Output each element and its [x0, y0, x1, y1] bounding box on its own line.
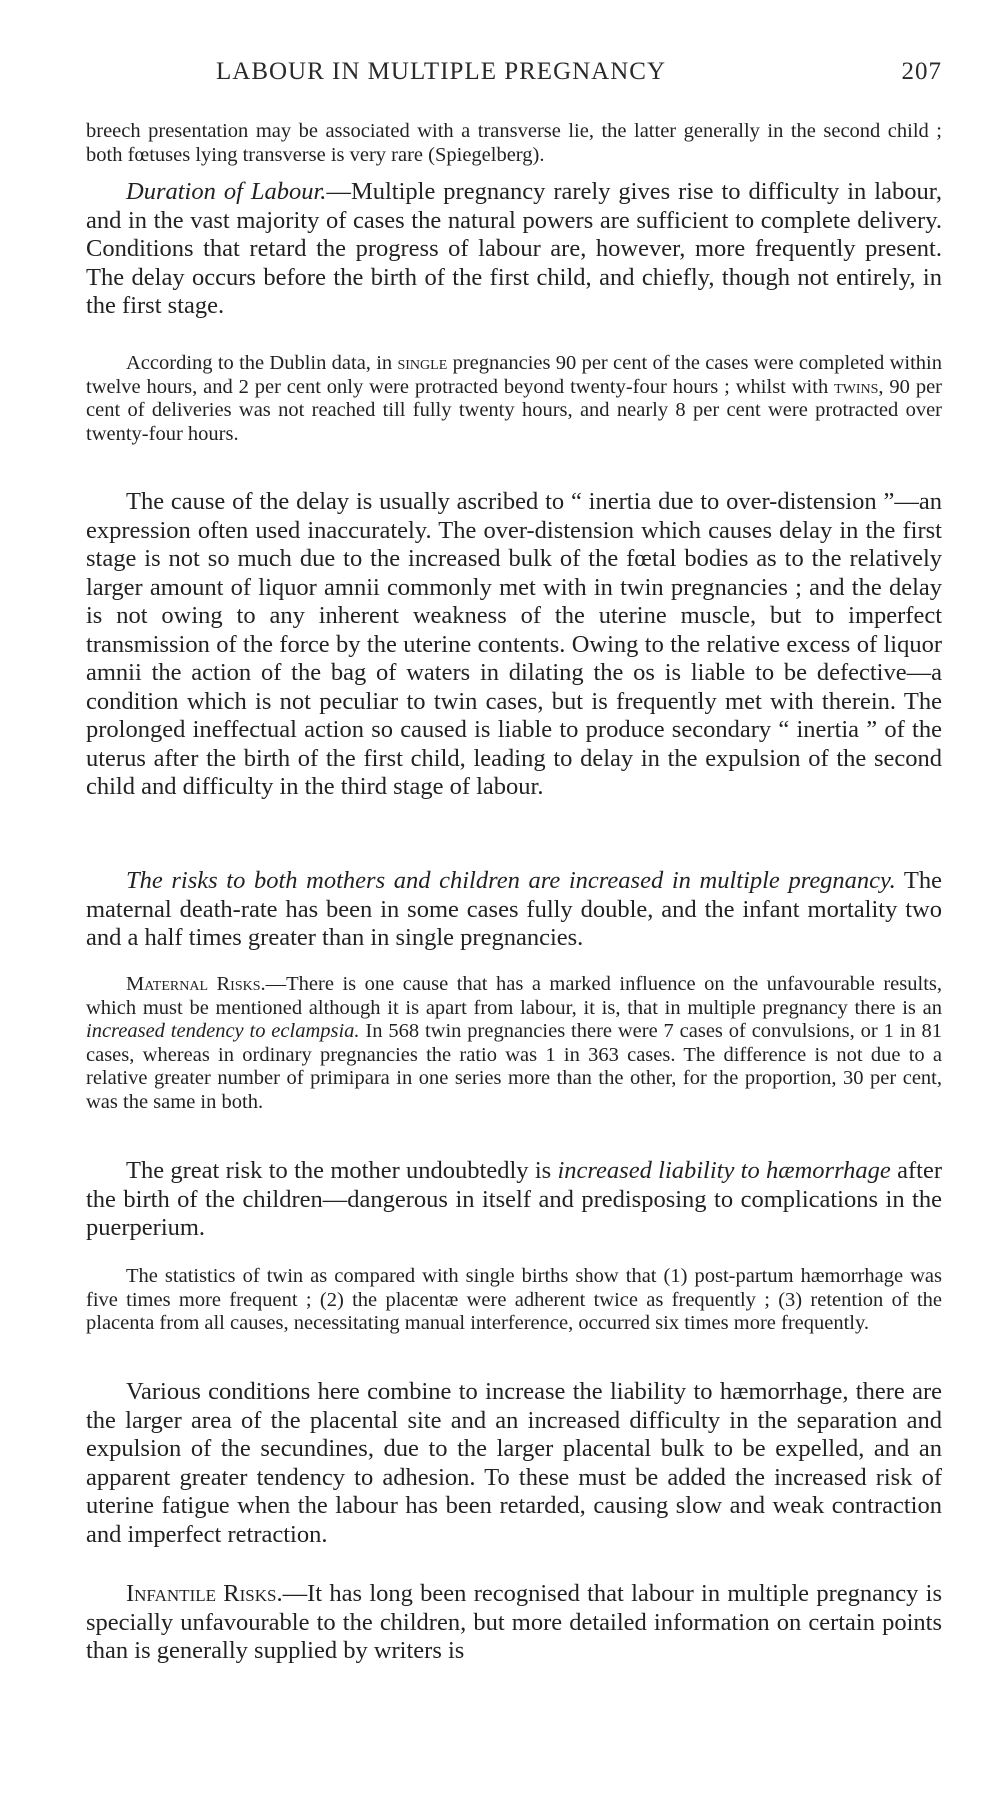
paragraph-breech-continuation: breech presentation may be associated with a transverse lie, the latter generally in the second child ; both fœtuses lying transverse is very rare (Spiegelberg).	[86, 120, 942, 166]
paragraph-dublin-data: According to the Dublin data, in single pregnancies 90 per cent of the cases were completed within twelve hours, and 2 per cent only were protracted beyond twenty-four hours ; whilst with twins, 90 per cent of deliveries was not reached till fully twenty hours, and nearly 8 per cent were protracted over twenty-four hours.	[86, 352, 942, 445]
page-number: 207	[901, 58, 942, 85]
running-header	[86, 58, 942, 92]
paragraph-duration-of-labour: Duration of Labour.—Multiple pregnancy rarely gives rise to difficulty in labour, and in the vast majority of cases the natural powers are sufficient to complete delivery. Conditions that retard the progress of labour are, however, more frequently present. The delay occurs before the birth of the first child, and chiefly, though not entirely, in the first stage.	[86, 178, 942, 319]
section-heading-infantile-risks: Infantile Risks.	[126, 1580, 283, 1607]
paragraph-haemorrhage: The great risk to the mother undoubtedly is increased liability to hæmorrhage after the birth of the children—dangerous in itself and predisposing to complications in the puerperium.	[86, 1157, 942, 1241]
section-heading-duration: Duration of Labour.	[126, 178, 327, 205]
running-title: LABOUR IN MULTIPLE PREGNANCY	[216, 58, 667, 85]
paragraph-twin-statistics: The statistics of twin as compared with single births show that (1) post-partum hæmorrhage was five times more frequent ; (2) the placentæ were adherent twice as frequently ; (3) retention of the placenta from all causes, necessitating manual interference, occurred six times more frequently.	[86, 1265, 942, 1334]
section-heading-maternal-risks: Maternal Risks.	[126, 973, 266, 995]
paragraph-infantile-risks: Infantile Risks.—It has long been recognised that labour in multiple pregnancy is specially unfavourable to the children, but more detailed information on certain points than is generally supplied by writers is	[86, 1580, 943, 1664]
paragraph-cause-of-delay: The cause of the delay is usually ascribed to “ inertia due to over-distension ”—an expression often used inaccurately. The over-distension which causes delay in the first stage is not so much due to the increased bulk of the fœtal bodies as to the relatively larger amount of liquor amnii commonly met with in twin pregnancies ; and the delay is not owing to any inherent weakness of the uterine muscle, but to imperfect transmission of the force by the uterine contents. Owing to the relative excess of liquor amnii the action of the bag of waters in dilating the os is liable to be defective—a condition which is not peculiar to twin cases, but is frequently met with therein. The prolonged ineffectual action so caused is liable to produce secondary “ inertia ” of the uterus after the birth of the first child, leading to delay in the expulsion of the second child and difficulty in the third stage of labour.	[86, 488, 942, 800]
paragraph-risks: The risks to both mothers and children are increased in multiple pregnancy. The maternal death-rate has been in some cases fully double, and the infant mortality two and a half times greater than in single pregnancies.	[86, 867, 942, 951]
paragraph-various-conditions: Various conditions here combine to increase the liability to hæmorrhage, there are the larger area of the placental site and an increased difficulty in the separation and expulsion of the secundines, due to the larger placental bulk to be expelled, and an apparent greater tendency to adhesion. To these must be added the increased risk of uterine fatigue when the labour has been retarded, causing slow and weak contraction and imperfect retraction.	[86, 1378, 942, 1548]
paragraph-maternal-risks: Maternal Risks.—There is one cause that has a marked influence on the unfavourable results, which must be mentioned although it is apart from labour, it is, that in multiple pregnancy there is an increased tendency to eclampsia. In 568 twin pregnancies there were 7 cases of convulsions, or 1 in 81 cases, whereas in ordinary pregnancies the ratio was 1 in 363 cases. The difference is not due to a relative greater number of primipara in one series more than the other, for the proportion, 30 per cent, was the same in both.	[86, 973, 942, 1113]
